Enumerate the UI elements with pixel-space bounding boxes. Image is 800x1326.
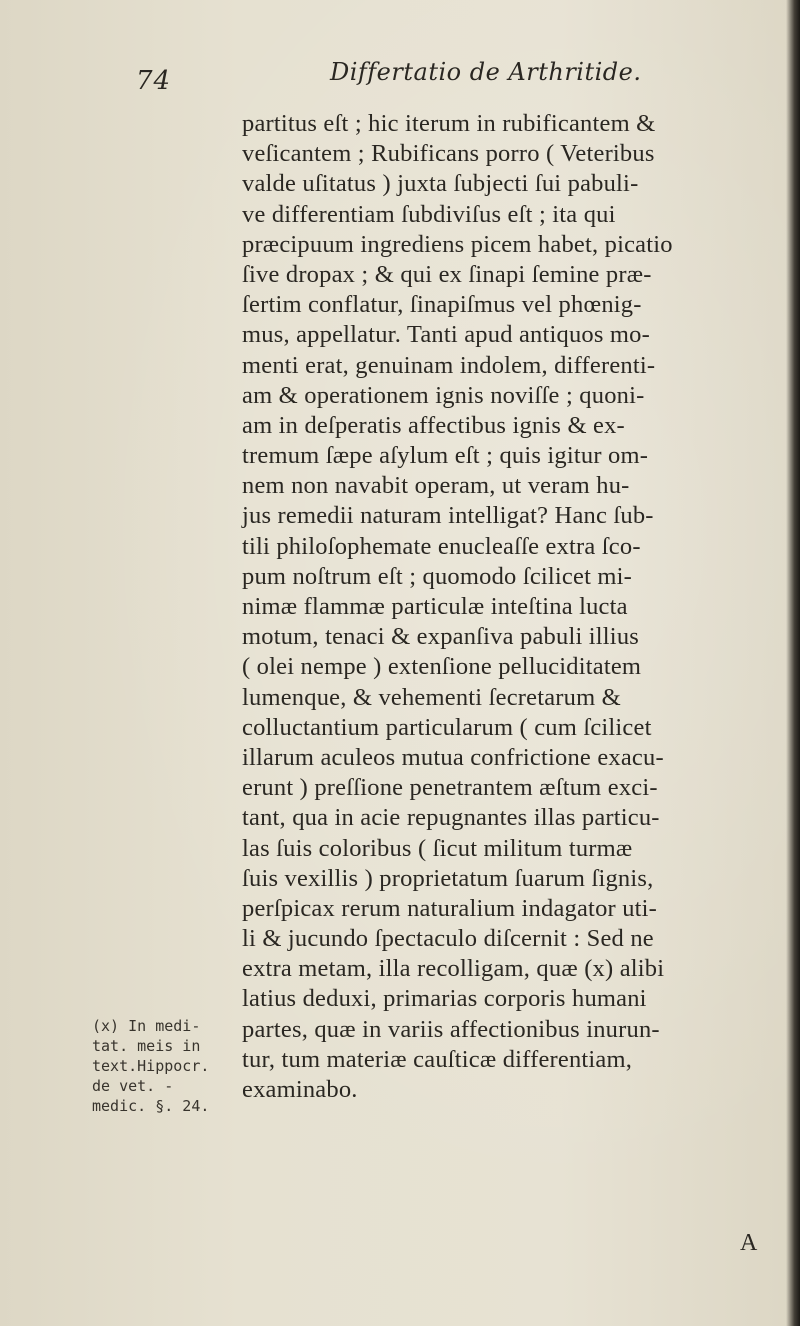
text-line: veſicantem ; Rubificans porro ( Veteribus	[242, 140, 655, 168]
text-line: præcipuum ingrediens picem habet, picatio	[242, 230, 673, 258]
text-line: ( olei nempe ) extenſione pelluciditatem	[242, 653, 642, 681]
text-line: tremum ſæpe aſylum eſt ; quis igitur om-	[242, 442, 649, 470]
text-line: tant, qua in acie repugnantes illas particu-	[242, 804, 660, 832]
margin-note-line: de vet. -	[92, 1077, 174, 1095]
text-line: pum noſtrum eſt ; quomodo ſcilicet mi-	[242, 562, 633, 590]
text-line: partes, quæ in variis affectionibus inurun-	[242, 1015, 660, 1043]
text-line: extra metam, illa recolligam, quæ (x) alibi	[242, 955, 665, 983]
text-line: examinabo.	[242, 1076, 358, 1103]
text-line: am & operationem ignis noviſſe ; quoni-	[242, 381, 645, 409]
margin-note-line: tat. meis in	[92, 1037, 201, 1055]
text-line: valde uſitatus ) juxta ſubjecti ſui pabuli-	[242, 170, 639, 198]
text-line: tur, tum materiæ cauſticæ differentiam,	[242, 1045, 633, 1073]
text-line: motum, tenaci & expanſiva pabuli illius	[242, 623, 640, 651]
page-number: 74	[136, 66, 172, 96]
text-line: li & jucundo ſpectaculo diſcernit : Sed ne	[242, 925, 654, 953]
page-binding-edge	[786, 0, 800, 1326]
text-line: las ſuis coloribus ( ſicut militum turmæ	[242, 834, 633, 862]
text-line: menti erat, genuinam indolem, differenti-	[242, 351, 656, 379]
text-line: erunt ) preſſione penetrantem æſtum exci-	[242, 774, 658, 802]
text-line: ſive dropax ; & qui ex ſinapi ſemine præ-	[242, 260, 652, 288]
margin-note-line: text.Hippocr.	[92, 1057, 210, 1075]
text-line: jus remedii naturam intelligat? Hanc ſub-	[242, 502, 654, 530]
text-line: tili philoſophemate enucleaſſe extra ſco-	[242, 532, 641, 560]
running-head: Differtatio de Arthritide.	[330, 58, 642, 86]
margin-note-line: medic. §. 24.	[92, 1097, 210, 1115]
text-line: ve differentiam ſubdiviſus eſt ; ita qui	[242, 200, 616, 228]
text-line: ſuis vexillis ) proprietatum ſuarum ſignis,	[242, 864, 654, 892]
text-line: mus, appellatur. Tanti apud antiquos mo-	[242, 321, 650, 349]
text-line: latius deduxi, primarias corporis humani	[242, 985, 647, 1013]
catchword: A	[740, 1230, 758, 1256]
text-line: colluctantium particularum ( cum ſcilicet	[242, 713, 652, 741]
main-text-block	[242, 109, 800, 1105]
text-line: nem non navabit operam, ut veram hu-	[242, 472, 630, 500]
text-line: ſertim conflatur, ſinapiſmus vel phœnig-	[242, 291, 642, 319]
margin-note-line: (x) In medi-	[92, 1017, 201, 1035]
marginal-footnote	[92, 1016, 209, 1116]
text-line: lumenque, & vehementi ſecretarum &	[242, 683, 621, 711]
text-line: perſpicax rerum naturalium indagator uti-	[242, 894, 658, 922]
text-line: illarum aculeos mutua confrictione exacu-	[242, 743, 664, 771]
text-line: am in deſperatis affectibus ignis & ex-	[242, 411, 625, 439]
text-line: nimæ flammæ particulæ inteſtina lucta	[242, 593, 628, 620]
text-line: partitus eſt ; hic iterum in rubificantem &	[242, 110, 656, 137]
